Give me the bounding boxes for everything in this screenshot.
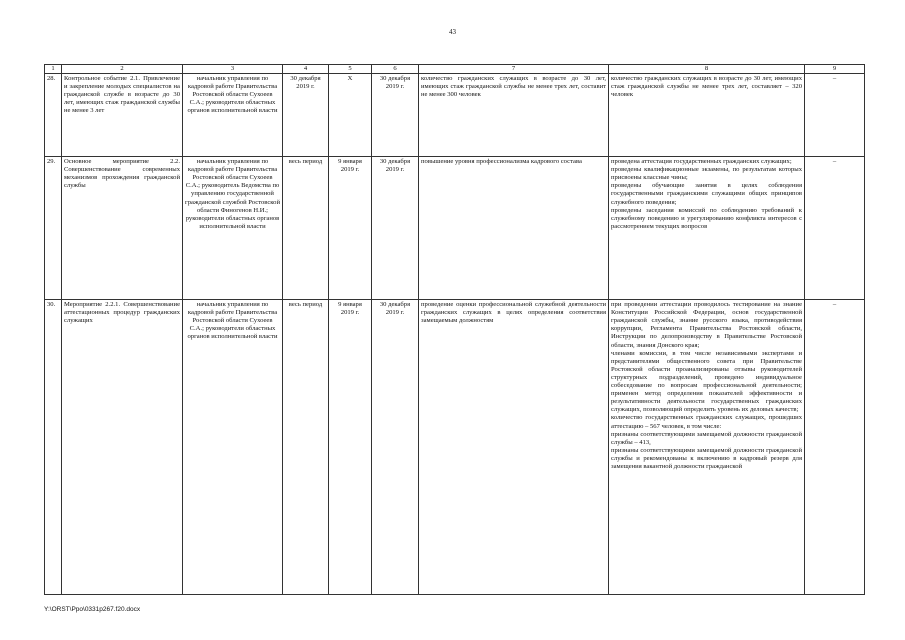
actual-result-line: количество гражданских служащих в возрасте до 30 лет, имеющих стаж гражданской службы не менее трех лет, составляет – 320 человек	[611, 75, 802, 99]
responsible-executor: начальник управления по кадровой работе Правительства Ростовской области Сухоеев С.А.; руководитель Ведомства по управлению государственной гражданской службой Ростовской области Финогенов Н.И.; руководители областных органов исполнительной власти	[183, 157, 283, 300]
actual-start-date: 9 января 2019 г.	[329, 157, 372, 300]
planned-date: весь период	[283, 157, 329, 300]
actual-result-line: признаны соответствующими замещаемой должности гражданской службы – 413,	[611, 430, 802, 446]
actual-start-date: 9 января 2019 г.	[329, 300, 372, 595]
column-header: 3	[183, 65, 283, 74]
table-row	[45, 74, 865, 157]
actual-result	[609, 300, 805, 595]
file-path-footer: Y:\ORST\Ppo\0331p267.f20.docx	[44, 606, 141, 613]
row-number: 29.	[45, 157, 62, 300]
column-header: 2	[62, 65, 183, 74]
expected-result: проведение оценки профессиональной служебной деятельности гражданских служащих в целях определения соответствия замещаемым должностям	[419, 300, 609, 595]
actual-end-date: 30 декабря 2019 г.	[372, 300, 419, 595]
column-header: 1	[45, 65, 62, 74]
row-number: 28.	[45, 74, 62, 157]
actual-start-date: Х	[329, 74, 372, 157]
actual-end-date: 30 декабря 2019 г.	[372, 74, 419, 157]
page-number: 43	[449, 28, 456, 36]
actual-result-line: проведены квалификационные экзамены, по результатам которых присвоены классные чины;	[611, 166, 802, 182]
responsible-executor: начальник управления по кадровой работе Правительства Ростовской области Сухоеев С.А.; руководители областных органов исполнительной власти	[183, 300, 283, 595]
planned-date: 30 декабря 2019 г.	[283, 74, 329, 157]
column-header: 9	[805, 65, 865, 74]
actual-result-line: проведены обучающие занятия в целях соблюдения государственными гражданскими служащими общих принципов служебного поведения;	[611, 182, 802, 206]
planned-date: весь период	[283, 300, 329, 595]
table-row	[45, 300, 865, 595]
column-header: 4	[283, 65, 329, 74]
event-name: Контрольное событие 2.1. Привлечение и закрепление молодых специалистов на гражданской службе в возрасте до 30 лет, имеющих стаж гражданской службы не менее 3 лет	[62, 74, 183, 157]
report-table	[44, 64, 865, 595]
actual-result-line: членами комиссии, в том числе независимыми экспертами и представителями общественного совета при Правительстве Ростовской области проанализированы отзывы руководителей структурных подразделений, проведено индивидуальное собеседование по вопросам профессиональной деятельности; применен метод определения показателей эффективности и результативности деятельности государственных гражданских служащих, позволяющий определить уровень их деловых качеств;	[611, 349, 802, 414]
note: –	[805, 74, 865, 157]
column-header: 8	[609, 65, 805, 74]
actual-end-date: 30 декабря 2019 г.	[372, 157, 419, 300]
actual-result	[609, 157, 805, 300]
note: –	[805, 300, 865, 595]
column-number-row	[45, 65, 865, 74]
column-header: 6	[372, 65, 419, 74]
actual-result-line: количество государственных гражданских служащих, прошедших аттестацию – 567 человек, в том числе:	[611, 414, 802, 430]
responsible-executor: начальник управления по кадровой работе Правительства Ростовской области Сухоеев С.А.; руководители областных органов исполнительной власти	[183, 74, 283, 157]
actual-result-line: при проведении аттестации проводилось тестирование на знание Конституции Российской Федерации, основ государственной гражданской службы, знание русского языка, противодействия коррупции, Регламента Правительства Ростовской области, Инструкции по делопроизводству в Правительстве Ростовской области, знания Донского края;	[611, 301, 802, 349]
column-header: 5	[329, 65, 372, 74]
row-number: 30.	[45, 300, 62, 595]
actual-result-line: проведены заседания комиссий по соблюдению требований к служебному поведению и урегулированию конфликта интересов с рассмотрением текущих вопросов	[611, 206, 802, 230]
column-header: 7	[419, 65, 609, 74]
event-name: Мероприятие 2.2.1. Совершенствование аттестационных процедур гражданских служащих	[62, 300, 183, 595]
actual-result	[609, 74, 805, 157]
note: –	[805, 157, 865, 300]
event-name: Основное мероприятие 2.2. Совершенствование современных механизмов прохождения гражданской службы	[62, 157, 183, 300]
expected-result: повышение уровня профессионализма кадрового состава	[419, 157, 609, 300]
table-row	[45, 157, 865, 300]
actual-result-line: признаны соответствующими замещаемой должности гражданской службы и рекомендованы к включению в кадровый резерв для замещения вакантной должности гражданской	[611, 446, 802, 470]
actual-result-line: проведена аттестация государственных гражданских служащих;	[611, 158, 792, 166]
expected-result: количество гражданских служащих в возрасте до 30 лет, имеющих стаж гражданской службы не менее трех лет, составит не менее 300 человек	[419, 74, 609, 157]
